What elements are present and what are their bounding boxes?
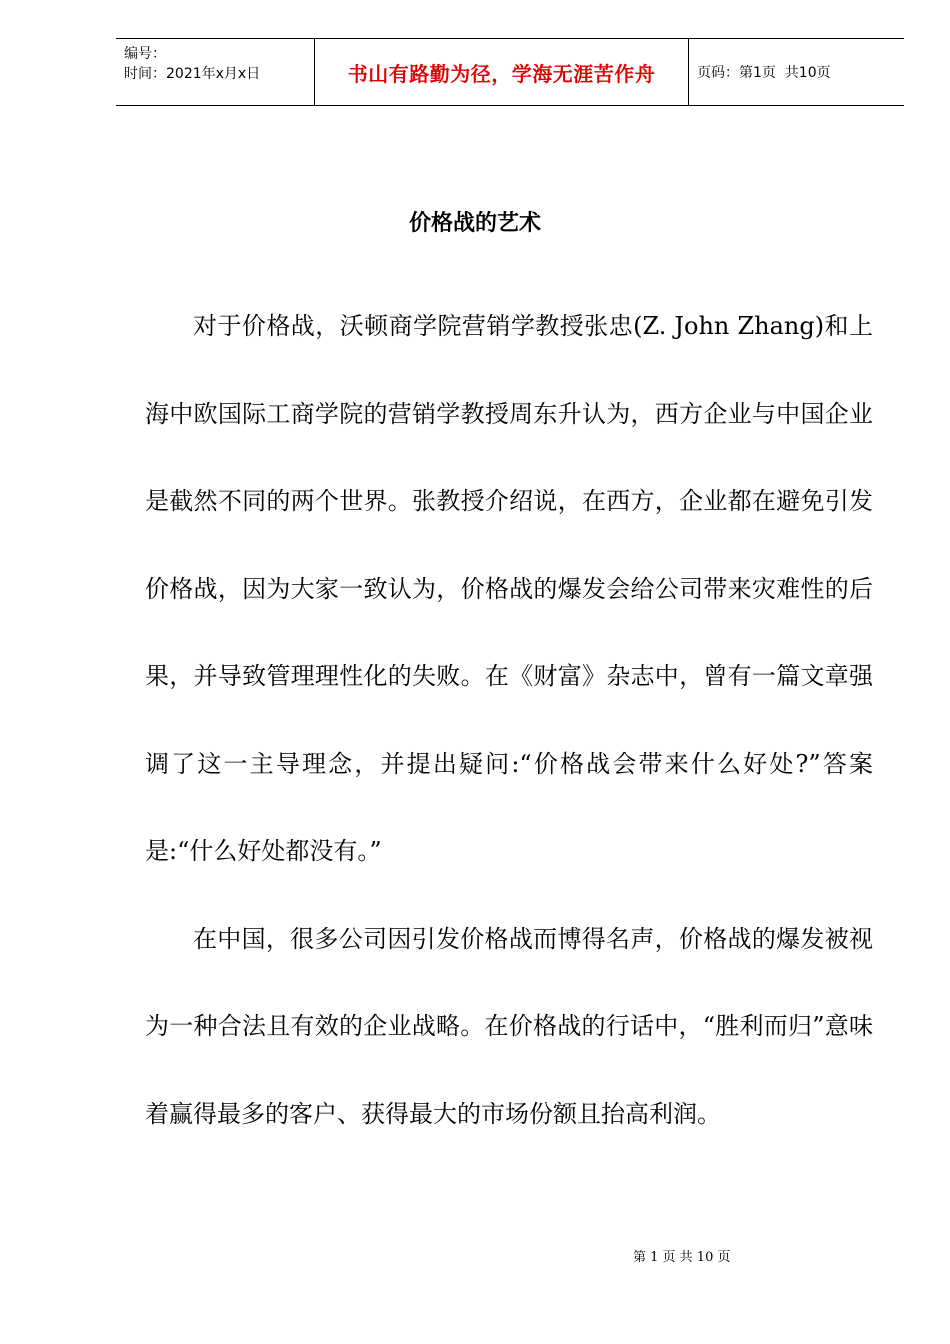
document-time-label: 时间：2021年x月x日 xyxy=(124,66,261,82)
header-motto: 书山有路勤为径，学海无涯苦作舟 xyxy=(315,39,689,105)
paragraph-1: 对于价格战，沃顿商学院营销学教授张忠(Z. John Zhang)和上海中欧国际工商学院的营销学教授周东升认为，西方企业与中国企业是截然不同的两个世界。张教授介绍说，在西方，企业都在避免引发价格战，因为大家一致认为，价格战的爆发会给公司带来灾难性的后果，并导致管理理性化的失败。在《财富》杂志中，曾有一篇文章强调了这一主导理念，并提出疑问:“价格战会带来什么好处?”答案是:“什么好处都没有。” xyxy=(145,312,873,865)
page-footer: 第 1 页 共 10 页 xyxy=(633,1250,731,1265)
document-title: 价格战的艺术 xyxy=(408,211,541,236)
header-meta xyxy=(116,39,315,105)
document-number-label: 编号： xyxy=(124,46,166,62)
document-body xyxy=(145,283,873,1158)
page-header xyxy=(116,38,904,106)
header-page-info: 页码：第1页 共10页 xyxy=(697,65,831,81)
paragraph-2: 在中国，很多公司因引发价格战而博得名声，价格战的爆发被视为一种合法且有效的企业战略。在价格战的行话中，“胜利而归”意味着赢得最多的客户、获得最大的市场份额且抬高利润。 xyxy=(145,924,873,1128)
